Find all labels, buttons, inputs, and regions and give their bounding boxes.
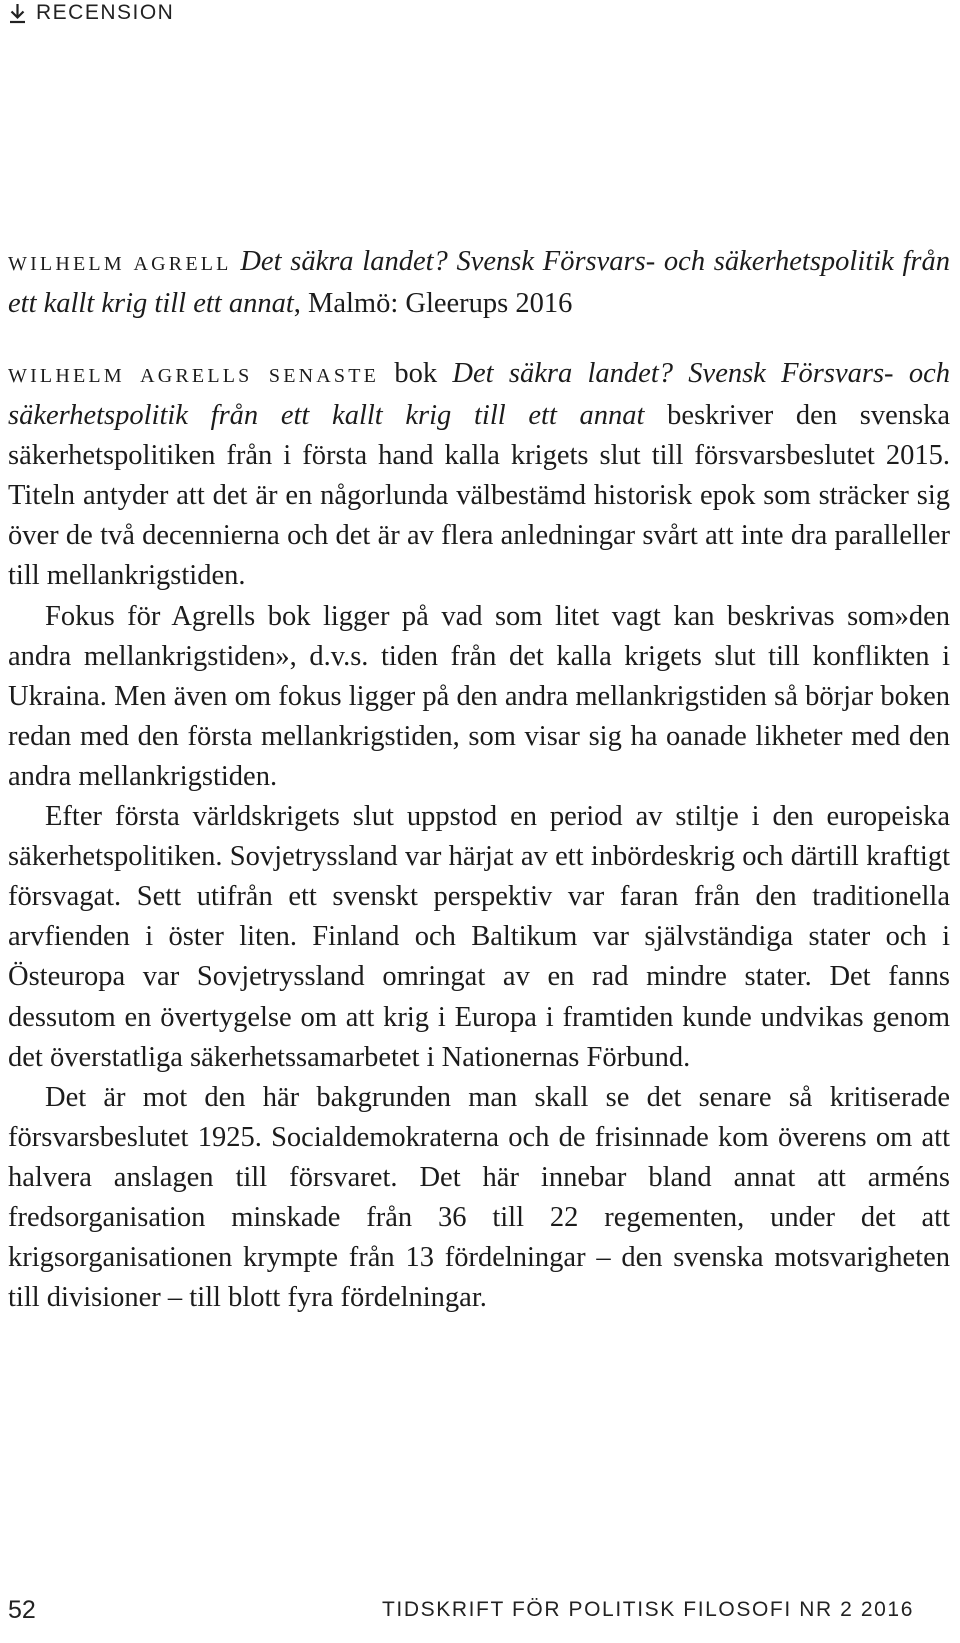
download-arrow-icon <box>8 3 27 24</box>
section-label-text: RECENSION <box>36 1 175 24</box>
paragraph-1-lead: WILHELM AGRELLS SENASTE <box>8 365 380 387</box>
paragraph-3: Efter första världskrigets slut uppstod en period av stiltje i den europeiska säkerhetspolitiken. Sovjetryssland var härjat av ett inbördeskrig och därtill kraftigt försvagat. Sett utifrån ett svenskt perspektiv var faran från den traditionella arvfienden i öster liten. Finland och Baltikum var självständiga stater och i Östeuropa var Sovjetryssland omringat av en rad mindre stater. Det fanns dessutom en övertygelse om att krig i Europa i framtiden kunde undvikas genom det överstatliga säkerhetssamarbetet i Nationernas Förbund. <box>8 801 950 1073</box>
page-number: 52 <box>8 1596 36 1624</box>
paragraph-4: Det är mot den här bakgrunden man skall se det senare så kritiserade försvarsbeslutet 1925. Socialdemokraterna och de frisinnade kom överens om att halvera anslagen till försvaret. Det här innebar bland annat att arméns fredsorganisation minskade från 36 till 22 regementen, under det att krigsorganisationen krympte från 13 fördelningar – den svenska motsvarigheten till divisioner – till blott fyra fördelningar. <box>8 1081 950 1314</box>
paragraph-1-book-title: Det säkra landet? Svensk Försvars- och säkerhetspolitik från ett kallt krig till ett annat <box>8 358 951 432</box>
review-body <box>8 354 950 1318</box>
citation-author: WILHELM AGRELL <box>8 253 232 275</box>
paragraph-1 <box>8 354 950 597</box>
section-label <box>8 0 174 26</box>
citation-publisher: , Malmö: Gleerups 2016 <box>293 288 573 319</box>
paragraph-1-text-b: beskriver den svenska säkerhetspolitiken från i första hand kalla krigets slut till försvarsbeslutet 2015. Titeln antyder att det är en någorlunda välbestämd historisk epok som sträcker sig över de två decennierna och det är av flera anledningar svårt att inte dra paralleller till mellankrigstiden. <box>8 400 951 592</box>
book-citation <box>8 242 950 324</box>
journal-name: TIDSKRIFT FÖR POLITISK FILOSOFI NR 2 2016 <box>382 1598 914 1621</box>
citation-title: Det säkra landet? Svensk Försvars- och säkerhetspolitik från ett kallt krig till ett annat <box>8 246 951 319</box>
paragraph-1-text-a: bok <box>379 358 453 389</box>
paragraph-2: Fokus för Agrells bok ligger på vad som litet vagt kan beskrivas som»den andra mellankrigstiden», d.v.s. tiden från det kalla krigets slut till konflikten i Ukraina. Men även om fokus ligger på den andra mellankrigstiden så börjar boken redan med den första mellankrigstiden, som visar sig ha oanade likheter med den andra mellankrigstiden. <box>8 600 950 792</box>
